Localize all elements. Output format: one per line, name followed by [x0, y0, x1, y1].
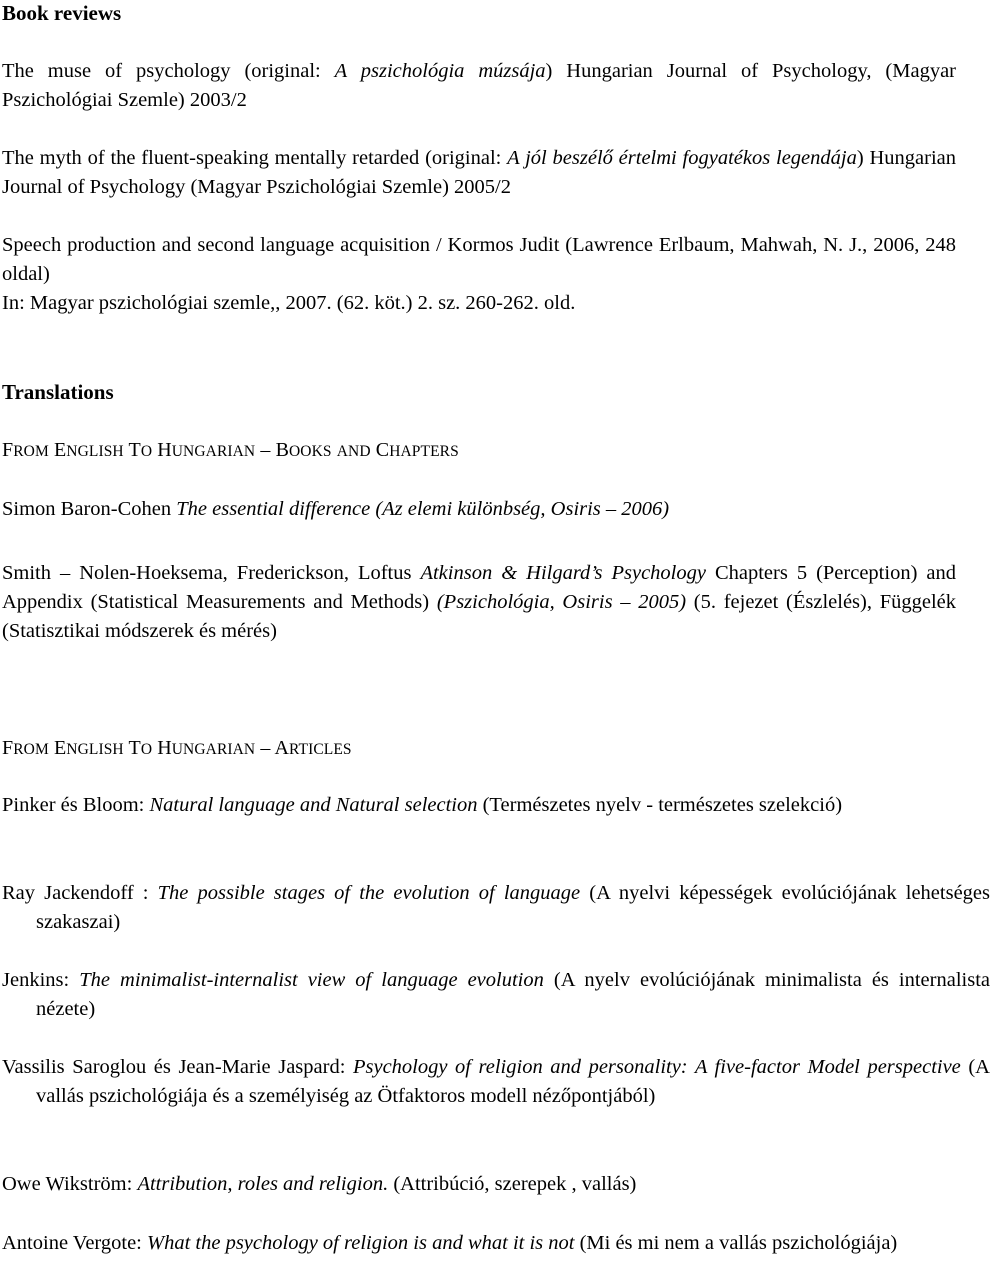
article-entry-1 — [2, 791, 990, 820]
article-1-translation: (Természetes nyelv - természetes szelekció) — [477, 794, 843, 816]
book-2-title: Atkinson & Hilgard’s Psychology — [420, 562, 706, 584]
article-4-title: Psychology of religion and personality: A five-factor Model perspective — [352, 1056, 961, 1078]
article-entry-4 — [2, 1053, 990, 1111]
article-2-author: Ray Jackendoff : — [2, 882, 158, 904]
book-entry-1 — [2, 495, 956, 524]
article-5-author: Owe Wikström: — [2, 1173, 138, 1195]
article-4-translation: (A vallás pszichológiája és a személyiség az Ötfaktoros modell nézőpontjából) — [36, 1056, 990, 1107]
review-2-title: A jól beszélő értelmi fogyatékos legendája — [507, 147, 857, 169]
article-1-title: Natural language and Natural selection — [149, 794, 478, 816]
review-entry-3: Speech production and second language acquisition / Kormos Judit (Lawrence Erlbaum, Mahwah, N. J., 2006, 248 oldal) — [2, 234, 956, 285]
books-and-chapters-header: FROM ENGLISH TO HUNGARIAN – BOOKS AND CHAPTERS — [2, 439, 459, 461]
article-5-title: Attribution, roles and religion. — [137, 1173, 389, 1195]
article-entry-3 — [2, 966, 990, 1024]
review-1-source: ) Hungarian Journal of Psychology, (Magyar Pszichológiai Szemle) 2003/2 — [2, 60, 956, 111]
review-entry-1 — [2, 57, 956, 115]
article-3-translation: (A nyelv evolúciójának minimalista és internalista nézete) — [36, 969, 990, 1020]
article-entry-6 — [2, 1229, 990, 1258]
book-1-author: Simon Baron-Cohen — [2, 498, 177, 520]
articles-header: FROM ENGLISH TO HUNGARIAN – ARTICLES — [2, 737, 352, 759]
book-2-chapters: Chapters 5 (Perception) and Appendix (Statistical Measurements and Methods) — [2, 562, 956, 613]
book-2-hungarian-title: (Pszichológia, Osiris – 2005) — [436, 591, 687, 613]
review-1-title: A pszichológia múzsája — [334, 60, 546, 82]
article-6-translation: (Mi és mi nem a vallás pszichológiája) — [574, 1232, 898, 1254]
review-entry-2 — [2, 144, 956, 202]
article-3-title: The minimalist-internalist view of language evolution — [79, 969, 544, 991]
article-6-title: What the psychology of religion is and what it is not — [147, 1232, 575, 1254]
article-2-translation: (A nyelvi képességek evolúciójának lehetséges szakaszai) — [36, 882, 990, 933]
book-2-author: Smith – Nolen-Hoeksema, Frederickson, Loftus — [2, 562, 421, 584]
review-entry-3-citation: In: Magyar pszichológiai szemle,, 2007. (62. köt.) 2. sz. 260-262. old. — [2, 292, 576, 314]
article-6-author: Antoine Vergote: — [2, 1232, 148, 1254]
article-3-author: Jenkins: — [2, 969, 80, 991]
review-1-text: The muse of psychology (original: — [2, 60, 335, 82]
article-5-translation: (Attribúció, szerepek , vallás) — [388, 1173, 637, 1195]
review-2-source: ) Hungarian Journal of Psychology (Magyar Pszichológiai Szemle) 2005/2 — [2, 147, 956, 198]
book-reviews-heading: Book reviews — [2, 1, 122, 25]
article-1-author: Pinker és Bloom: — [2, 794, 150, 816]
book-2-hungarian-chapters: (5. fejezet (Észlelés), Függelék (Statisztikai módszerek és mérés) — [2, 591, 957, 642]
article-entry-5 — [2, 1170, 990, 1199]
book-1-title: The essential difference (Az elemi különbség, Osiris – 2006) — [176, 498, 670, 520]
article-2-title: The possible stages of the evolution of language — [157, 882, 581, 904]
article-4-author: Vassilis Saroglou és Jean-Marie Jaspard: — [2, 1056, 353, 1078]
book-entry-2 — [2, 559, 956, 646]
review-2-text: The myth of the fluent-speaking mentally retarded (original: — [2, 147, 508, 169]
article-entry-2 — [2, 879, 990, 937]
translations-heading: Translations — [2, 380, 114, 404]
